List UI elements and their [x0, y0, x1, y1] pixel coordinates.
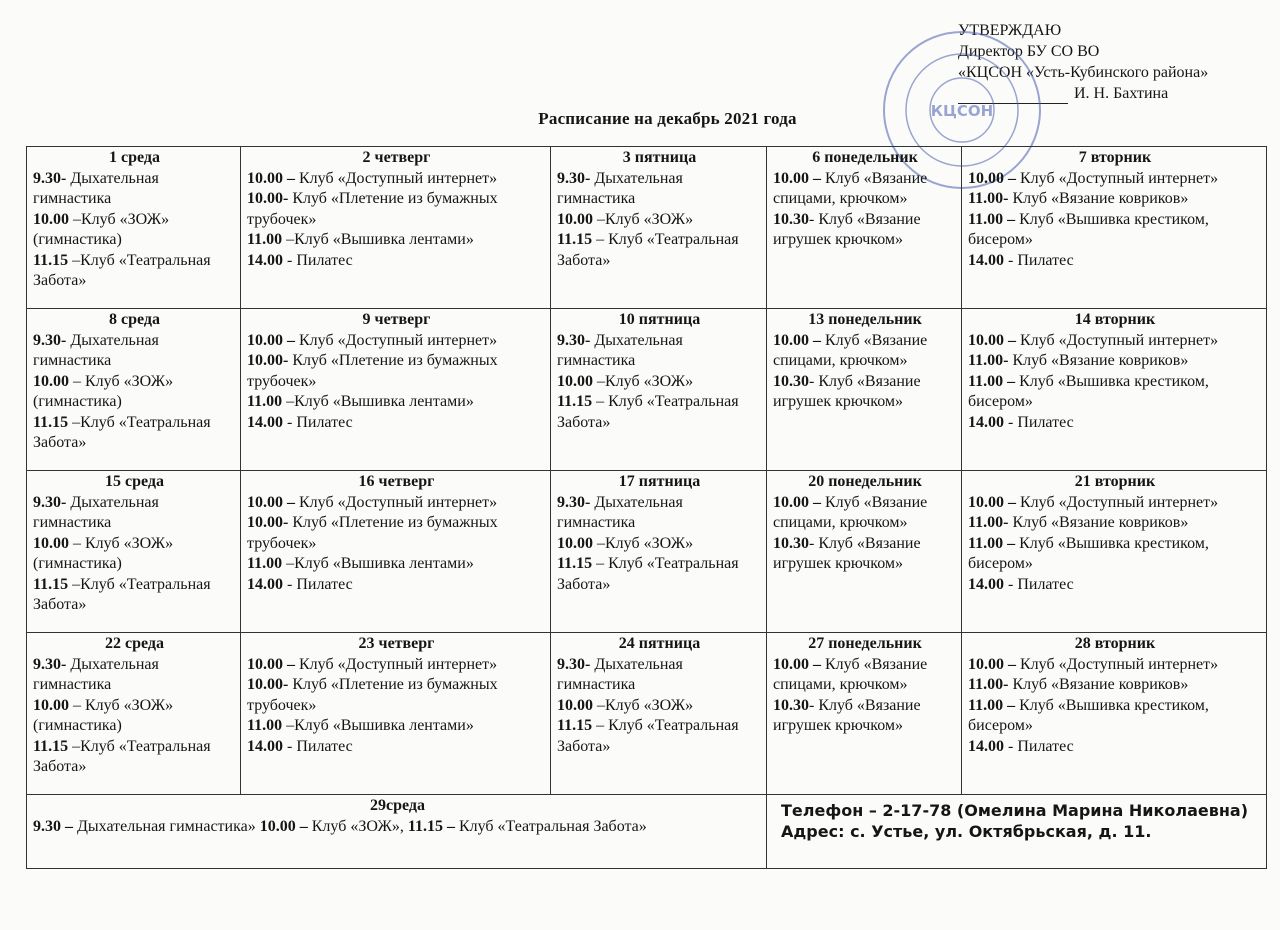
activity-text: - Пилатес	[1004, 737, 1074, 755]
day-cell	[241, 633, 551, 795]
time-label: 11.15	[33, 413, 69, 431]
day-cell	[551, 633, 767, 795]
day-cell	[551, 471, 767, 633]
activity-text: Дыхательная гимнастика	[33, 493, 159, 531]
day-heading: 6 понедельник	[812, 149, 918, 166]
activity-text: Клуб «Доступный интернет»	[1016, 655, 1219, 673]
activity-item	[968, 493, 1262, 514]
activity-item	[33, 534, 236, 575]
activity-item	[247, 169, 546, 190]
page-title: Расписание на декабрь 2021 года	[538, 109, 797, 128]
day-heading: 21 вторник	[1074, 473, 1156, 490]
day-cell	[962, 309, 1267, 471]
time-label: 11.00-	[968, 352, 1009, 369]
activity-item	[33, 372, 236, 413]
time-label: 10.30	[773, 210, 809, 228]
activity-text: - Клуб «Вязание игрушек крючком»	[773, 210, 921, 248]
activity-item	[33, 210, 236, 251]
activity-text: Клуб «ЗОЖ»,	[307, 817, 408, 835]
time-label: 11.15	[557, 555, 593, 572]
activity-text: Клуб «Вязание ковриков»	[1008, 190, 1189, 207]
activity-text: Дыхательная гимнастика»	[73, 817, 260, 835]
time-label: 10.00-	[247, 676, 289, 693]
seal-text: КЦСОН	[930, 102, 994, 120]
time-label: 9.30-	[557, 169, 591, 187]
activity-text: Клуб «Вязание спицами, крючком»	[773, 169, 928, 207]
activity-text: Клуб «Плетение из бумажных трубочек»	[247, 190, 498, 228]
activity-item	[557, 169, 762, 210]
activity-item	[247, 737, 546, 758]
time-label: 11.00-	[968, 190, 1009, 207]
activity-item	[33, 413, 236, 454]
activity-text: Клуб «Доступный интернет»	[1016, 493, 1219, 511]
activity-text: – Клуб «ЗОЖ» (гимнастика)	[33, 534, 174, 572]
activity-item	[247, 331, 546, 352]
activity-item	[968, 169, 1262, 190]
week-row	[27, 309, 1267, 471]
activity-text: Дыхательная гимнастика	[557, 655, 683, 693]
activity-item	[968, 737, 1262, 758]
time-label: 10.00-	[247, 514, 289, 531]
activity-text: Клуб «Плетение из бумажных трубочек»	[247, 514, 498, 552]
time-label: 10.00 –	[773, 331, 821, 349]
activity-text: – Клуб «Театральная Забота»	[557, 717, 739, 755]
time-label: 11.15	[557, 717, 593, 734]
day-heading: 28 вторник	[1074, 635, 1156, 652]
time-label: 10.00 –	[968, 493, 1016, 511]
activity-item	[33, 251, 236, 292]
time-label: 14.00	[247, 575, 283, 593]
activity-text: Клуб «Плетение из бумажных трубочек»	[247, 352, 498, 390]
activity-item	[557, 372, 762, 393]
activity-text: - Пилатес	[1004, 251, 1074, 269]
time-label: 11.15	[33, 251, 69, 269]
activity-text: Клуб «Плетение из бумажных трубочек»	[247, 676, 498, 714]
activity-item	[247, 493, 546, 514]
activity-item	[33, 655, 236, 696]
activity-item	[773, 331, 957, 372]
time-label: 10.00	[33, 210, 69, 228]
activity-item	[557, 534, 762, 555]
activity-text: –Клуб «Театральная Забота»	[33, 737, 211, 775]
time-label: 9.30 –	[33, 817, 73, 835]
day-heading: 17 пятница	[618, 473, 701, 490]
activity-item	[968, 575, 1262, 596]
time-label: 11.00-	[968, 676, 1009, 693]
time-label: 10.00	[557, 696, 593, 714]
activity-item	[247, 513, 546, 554]
activity-text: - Пилатес	[283, 575, 353, 593]
time-label: 10.00 –	[968, 331, 1016, 349]
time-label: 11.00 –	[968, 210, 1016, 228]
activity-item	[968, 675, 1262, 696]
activity-text: Клуб «Вышивка крестиком, бисером»	[968, 696, 1209, 734]
day-heading: 8 среда	[109, 311, 160, 328]
day-cell	[27, 147, 241, 309]
time-label: 11.00	[247, 717, 283, 734]
activity-text: - Пилатес	[283, 251, 353, 269]
time-label: 10.00 –	[247, 331, 295, 349]
activity-item	[968, 210, 1262, 251]
time-label: 14.00	[247, 737, 283, 755]
activity-text: Клуб «Вышивка крестиком, бисером»	[968, 534, 1209, 572]
day-cell	[767, 633, 962, 795]
time-label: 11.00	[247, 393, 283, 410]
approval-line-1: Директор БУ СО ВО	[958, 43, 1100, 60]
activity-item	[247, 351, 546, 392]
time-label: 10.00	[557, 210, 593, 228]
activity-text: Дыхательная гимнастика	[33, 331, 159, 369]
day-heading: 7 вторник	[1078, 149, 1152, 166]
activity-text: Дыхательная гимнастика	[557, 331, 683, 369]
day-heading: 22 среда	[105, 635, 164, 652]
activity-item	[247, 554, 546, 575]
time-label: 10.00	[33, 372, 69, 390]
time-label: 11.00 –	[968, 372, 1016, 390]
time-label: 11.00-	[968, 514, 1009, 531]
activity-text: Клуб «Вышивка крестиком, бисером»	[968, 210, 1209, 248]
approval-line-2: «КЦСОН «Усть-Кубинского района»	[958, 64, 1209, 81]
activity-text: - Клуб «Вязание игрушек крючком»	[773, 372, 921, 410]
day-cell	[767, 471, 962, 633]
activity-item	[773, 534, 957, 575]
activity-item	[247, 189, 546, 230]
activity-text: –Клуб «Вышивка лентами»	[282, 555, 474, 572]
time-label: 11.15	[33, 575, 69, 593]
activity-text: - Клуб «Вязание игрушек крючком»	[773, 534, 921, 572]
day-cell	[27, 309, 241, 471]
day-heading: 14 вторник	[1074, 311, 1156, 328]
activity-item	[773, 169, 957, 210]
activity-item	[773, 372, 957, 413]
activity-item	[968, 331, 1262, 352]
time-label: 11.00 –	[968, 534, 1016, 552]
activity-text: Дыхательная гимнастика	[557, 169, 683, 207]
activity-text: Дыхательная гимнастика	[33, 655, 159, 693]
schedule-body	[27, 147, 1267, 795]
activity-item	[247, 230, 546, 251]
activity-item	[773, 655, 957, 696]
activity-text: – Клуб «Театральная Забота»	[557, 393, 739, 431]
activity-text: – Клуб «Театральная Забота»	[557, 555, 739, 593]
day-cell	[962, 147, 1267, 309]
activity-text: –Клуб «Вышивка лентами»	[282, 717, 474, 734]
day-heading: 20 понедельник	[808, 473, 922, 490]
contact-address: Адрес: с. Устье, ул. Октябрьская, д. 11.	[781, 821, 1152, 841]
activity-item	[247, 716, 546, 737]
approval-signer: И. Н. Бахтина	[1074, 85, 1169, 102]
activity-text: Клуб «Вязание спицами, крючком»	[773, 493, 928, 531]
activity-text: – Клуб «ЗОЖ» (гимнастика)	[33, 696, 174, 734]
day-heading: 1 среда	[109, 149, 160, 166]
activity-text: – Клуб «ЗОЖ» (гимнастика)	[33, 372, 174, 410]
activity-item	[557, 655, 762, 696]
time-label: 10.00 –	[968, 169, 1016, 187]
activity-item	[557, 696, 762, 717]
contacts-cell	[767, 795, 1267, 869]
activity-item	[557, 210, 762, 231]
time-label: 10.00	[557, 534, 593, 552]
time-label: 10.00	[33, 534, 69, 552]
activity-item	[33, 331, 236, 372]
activity-item	[557, 331, 762, 372]
contact-phone: Телефон – 2-17-78 (Омелина Марина Николаевна)	[781, 801, 1249, 820]
activity-text: –Клуб «Вышивка лентами»	[282, 231, 474, 248]
time-label: 10.00 –	[259, 817, 308, 835]
activity-text: Клуб «Доступный интернет»	[295, 655, 498, 673]
activity-item	[33, 575, 236, 616]
cell-29	[27, 795, 767, 869]
day-cell	[241, 471, 551, 633]
activity-item	[773, 696, 957, 737]
day-cell	[241, 309, 551, 471]
day-cell	[27, 633, 241, 795]
activity-item	[557, 493, 762, 534]
day-heading: 10 пятница	[618, 311, 701, 328]
approval-heading: УТВЕРЖДАЮ	[958, 22, 1062, 39]
time-label: 10.00	[33, 696, 69, 714]
day-heading: 24 пятница	[618, 635, 701, 652]
day-cell	[962, 471, 1267, 633]
time-label: 10.00-	[247, 352, 289, 369]
day-heading: 15 среда	[105, 473, 164, 490]
activity-item	[968, 534, 1262, 575]
activity-item	[33, 737, 236, 778]
time-label: 9.30-	[557, 655, 591, 673]
activity-item	[773, 210, 957, 251]
activity-item	[773, 493, 957, 534]
time-label: 10.00	[557, 372, 593, 390]
activity-text: –Клуб «ЗОЖ»	[593, 372, 694, 390]
activity-item	[968, 413, 1262, 434]
time-label: 9.30-	[33, 331, 67, 349]
time-label: 10.00 –	[773, 169, 821, 187]
time-label: 14.00	[968, 413, 1004, 431]
last-row	[27, 795, 1267, 869]
activity-item	[33, 169, 236, 210]
day-cell	[241, 147, 551, 309]
time-label: 10.00 –	[247, 169, 295, 187]
last-line	[33, 818, 647, 835]
time-label: 9.30-	[557, 331, 591, 349]
activity-text: Клуб «Вязание ковриков»	[1008, 676, 1189, 693]
day-cell	[962, 633, 1267, 795]
activity-text: Клуб «Доступный интернет»	[1016, 169, 1219, 187]
activity-item	[968, 189, 1262, 210]
activity-item	[968, 251, 1262, 272]
activity-text: Клуб «Вязание ковриков»	[1008, 352, 1189, 369]
activity-text: Клуб «Вязание ковриков»	[1008, 514, 1189, 531]
activity-text: - Пилатес	[283, 413, 353, 431]
activity-item	[557, 716, 762, 757]
day-cell	[551, 309, 767, 471]
activity-text: - Пилатес	[1004, 413, 1074, 431]
activity-text: Клуб «Вязание спицами, крючком»	[773, 331, 928, 369]
activity-text: - Пилатес	[1004, 575, 1074, 593]
activity-text: –Клуб «Театральная Забота»	[33, 575, 211, 613]
time-label: 11.00 –	[968, 696, 1016, 714]
activity-text: – Клуб «Театральная Забота»	[557, 231, 739, 269]
activity-text: - Пилатес	[283, 737, 353, 755]
activity-text: - Клуб «Вязание игрушек крючком»	[773, 696, 921, 734]
activity-item	[247, 575, 546, 596]
time-label: 14.00	[968, 575, 1004, 593]
activity-item	[247, 251, 546, 272]
day-heading: 16 четверг	[358, 473, 435, 490]
activity-item	[247, 392, 546, 413]
activity-text: Клуб «Доступный интернет»	[1016, 331, 1219, 349]
activity-item	[33, 696, 236, 737]
time-label: 11.15	[557, 393, 593, 410]
activity-text: –Клуб «Театральная Забота»	[33, 413, 211, 451]
activity-item	[968, 351, 1262, 372]
day-cell	[767, 309, 962, 471]
time-label: 11.00	[247, 555, 283, 572]
time-label: 10.00 –	[773, 493, 821, 511]
day-heading: 23 четверг	[358, 635, 435, 652]
activity-text: Клуб «Вязание спицами, крючком»	[773, 655, 928, 693]
time-label: 9.30-	[557, 493, 591, 511]
day-cell	[767, 147, 962, 309]
activity-item	[247, 413, 546, 434]
activity-item	[968, 513, 1262, 534]
day-heading: 13 понедельник	[808, 311, 922, 328]
day-heading: 29среда	[370, 797, 425, 814]
activity-item	[33, 493, 236, 534]
time-label: 14.00	[968, 737, 1004, 755]
time-label: 10.00-	[247, 190, 289, 207]
time-label: 14.00	[968, 251, 1004, 269]
time-label: 10.00 –	[968, 655, 1016, 673]
time-label: 9.30-	[33, 493, 67, 511]
activity-text: Дыхательная гимнастика	[557, 493, 683, 531]
time-label: 9.30-	[33, 655, 67, 673]
time-label: 11.15	[33, 737, 69, 755]
activity-item	[557, 554, 762, 595]
activity-text: –Клуб «ЗОЖ» (гимнастика)	[33, 210, 170, 248]
time-label: 9.30-	[33, 169, 67, 187]
activity-item	[247, 655, 546, 676]
time-label: 10.00 –	[247, 655, 295, 673]
activity-text: –Клуб «ЗОЖ»	[593, 696, 694, 714]
activity-item	[968, 372, 1262, 413]
activity-text: Клуб «Доступный интернет»	[295, 331, 498, 349]
time-label: 10.00 –	[773, 655, 821, 673]
week-row	[27, 633, 1267, 795]
activity-item	[247, 675, 546, 716]
day-heading: 27 понедельник	[808, 635, 922, 652]
time-label: 10.30	[773, 534, 809, 552]
activity-item	[557, 230, 762, 271]
time-label: 14.00	[247, 413, 283, 431]
day-heading: 2 четверг	[362, 149, 431, 166]
day-cell	[551, 147, 767, 309]
activity-text: –Клуб «ЗОЖ»	[593, 534, 694, 552]
activity-text: Клуб «Вышивка крестиком, бисером»	[968, 372, 1209, 410]
activity-item	[968, 655, 1262, 676]
day-heading: 3 пятница	[622, 149, 697, 166]
time-label: 10.30	[773, 372, 809, 390]
activity-item	[557, 392, 762, 433]
activity-text: Клуб «Доступный интернет»	[295, 493, 498, 511]
day-cell	[27, 471, 241, 633]
time-label: 10.30	[773, 696, 809, 714]
week-row	[27, 471, 1267, 633]
time-label: 14.00	[247, 251, 283, 269]
activity-text: –Клуб «Театральная Забота»	[33, 251, 211, 289]
activity-text: Клуб «Театральная Забота»	[454, 817, 647, 835]
time-label: 11.00	[247, 231, 283, 248]
activity-item	[968, 696, 1262, 737]
time-label: 11.15 –	[407, 817, 455, 835]
week-row	[27, 147, 1267, 309]
activity-text: Дыхательная гимнастика	[33, 169, 159, 207]
schedule-table	[26, 146, 1267, 869]
activity-text: Клуб «Доступный интернет»	[295, 169, 498, 187]
time-label: 10.00 –	[247, 493, 295, 511]
activity-text: –Клуб «ЗОЖ»	[593, 210, 694, 228]
day-heading: 9 четверг	[362, 311, 431, 328]
time-label: 11.15	[557, 231, 593, 248]
activity-text: –Клуб «Вышивка лентами»	[282, 393, 474, 410]
